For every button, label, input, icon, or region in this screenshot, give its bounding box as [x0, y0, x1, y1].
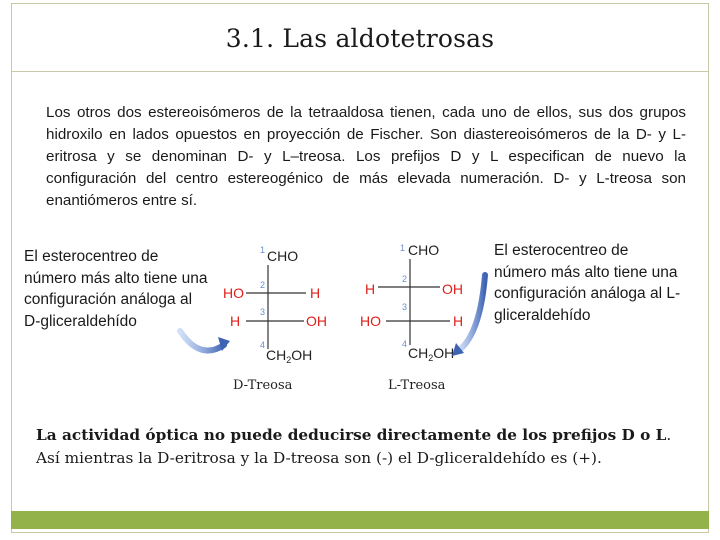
d-cho-label: CHO	[267, 248, 299, 264]
l-treosa-structure	[360, 242, 463, 393]
footer-bar	[11, 511, 709, 529]
d-row2-left: HO	[223, 285, 244, 301]
l-cho-label: CHO	[408, 242, 440, 258]
note-d-treosa: El esterocentreo de número más alto tiene una configuración análoga al D-gliceraldehído	[24, 248, 208, 330]
d-treosa-caption: D-Treosa	[233, 378, 293, 393]
d-ch2oh-label: $CH_2OH$	[266, 347, 313, 365]
d-row3-left: H	[230, 313, 241, 329]
d-carbon-3-number: 3	[260, 307, 266, 317]
title-divider	[11, 71, 709, 72]
l-treosa-caption: L-Treosa	[388, 378, 446, 393]
left-curved-arrow-icon	[180, 331, 224, 351]
slide-title: 3.1. Las aldotetrosas	[225, 24, 495, 53]
l-carbon-3-number: 3	[402, 302, 408, 312]
intro-paragraph: Los otros dos estereoisómeros de la tetraaldosa tienen, cada uno de ellos, sus dos grupos hidroxilo en lados opuestos en proyección de Fischer. Son diastereoisómeros de la D- y L-eritrosa y se denominan D- y L–treosa. Los prefijos D y L especifican de nuevo la configuración del centro estereogénico de más elevada numeración. D- y L-treosa son enantiómeros entre sí.	[46, 104, 686, 209]
conclusion-paragraph	[36, 424, 691, 470]
d-carbon-4-number: 4	[260, 340, 266, 350]
l-carbon-1-number: 1	[400, 243, 406, 253]
conclusion-bold: La actividad óptica no puede deducirse directamente de los prefijos D o L	[36, 426, 667, 444]
l-ch2oh-label: $CH_2OH$	[408, 345, 455, 363]
l-carbon-4-number: 4	[402, 339, 408, 349]
l-row3-left: HO	[360, 313, 381, 329]
d-carbon-2-number: 2	[260, 280, 266, 290]
l-row2-left: H	[365, 281, 376, 297]
d-row3-right: OH	[306, 313, 327, 329]
d-row2-right: H	[310, 285, 321, 301]
l-carbon-2-number: 2	[402, 274, 408, 284]
conclusion-rest: . Así mientras la D-eritrosa y la D-treosa son (-) el D-gliceraldehído es (+).	[36, 426, 672, 467]
d-carbon-1-number: 1	[260, 245, 266, 255]
l-row2-right: OH	[442, 281, 463, 297]
note-l-treosa: El esterocentreo de número más alto tiene una configuración análoga al L-gliceraldehído	[494, 242, 681, 324]
l-row3-right: H	[453, 313, 464, 329]
d-treosa-structure	[223, 245, 327, 393]
fischer-projections	[160, 235, 500, 395]
